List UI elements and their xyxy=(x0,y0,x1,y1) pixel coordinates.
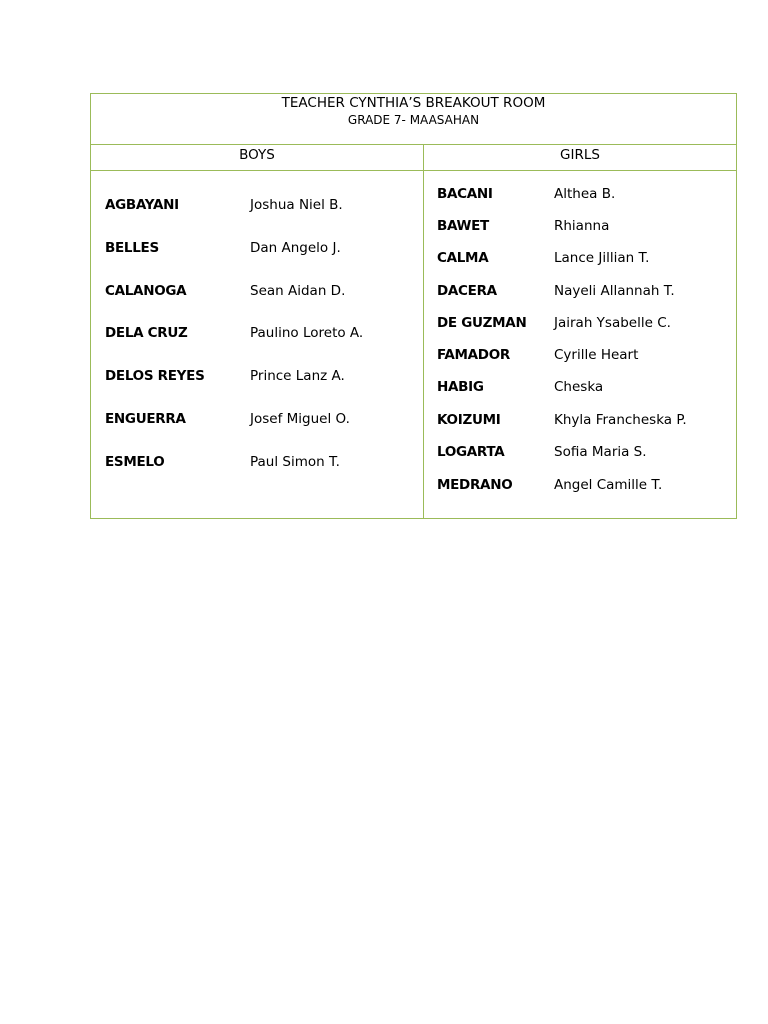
given-name: Cyrille Heart xyxy=(554,347,639,363)
surname: DELA CRUZ xyxy=(105,325,188,341)
given-name: Angel Camille T. xyxy=(554,477,663,493)
surname: KOIZUMI xyxy=(437,412,501,428)
given-name: Paul Simon T. xyxy=(250,454,340,470)
surname: HABIG xyxy=(437,379,484,395)
surname: BACANI xyxy=(437,186,493,202)
surname: BELLES xyxy=(105,240,159,256)
surname: LOGARTA xyxy=(437,444,505,460)
surname: DE GUZMAN xyxy=(437,315,527,331)
surname: DELOS REYES xyxy=(105,368,205,384)
given-name: Jairah Ysabelle C. xyxy=(554,315,671,331)
boys-column-header: BOYS xyxy=(239,147,275,163)
given-name: Sean Aidan D. xyxy=(250,283,346,299)
surname: AGBAYANI xyxy=(105,197,179,213)
surname: MEDRANO xyxy=(437,477,513,493)
page-title: TEACHER CYNTHIA’S BREAKOUT ROOM xyxy=(281,95,546,111)
surname: FAMADOR xyxy=(437,347,510,363)
breakout-room-table xyxy=(90,93,737,519)
grade-section-subtitle: GRADE 7- MAASAHAN xyxy=(347,113,480,127)
surname: ENGUERRA xyxy=(105,411,186,427)
surname: CALANOGA xyxy=(105,283,187,299)
given-name: Cheska xyxy=(554,379,604,395)
given-name: Joshua Niel B. xyxy=(250,197,343,213)
girls-column-header: GIRLS xyxy=(560,147,600,163)
surname: CALMA xyxy=(437,250,489,266)
given-name: Althea B. xyxy=(554,186,616,202)
given-name: Josef Miguel O. xyxy=(250,411,350,427)
given-name: Dan Angelo J. xyxy=(250,240,341,256)
given-name: Khyla Francheska P. xyxy=(554,412,687,428)
surname: BAWET xyxy=(437,218,489,234)
table-header xyxy=(91,94,736,145)
column-header-row xyxy=(91,145,736,171)
given-name: Rhianna xyxy=(554,218,610,234)
given-name: Sofia Maria S. xyxy=(554,444,647,460)
given-name: Nayeli Allannah T. xyxy=(554,283,675,299)
surname: ESMELO xyxy=(105,454,165,470)
given-name: Paulino Loreto A. xyxy=(250,325,364,341)
column-divider xyxy=(423,145,424,519)
given-name: Prince Lanz A. xyxy=(250,368,345,384)
surname: DACERA xyxy=(437,283,497,299)
given-name: Lance Jillian T. xyxy=(554,250,650,266)
